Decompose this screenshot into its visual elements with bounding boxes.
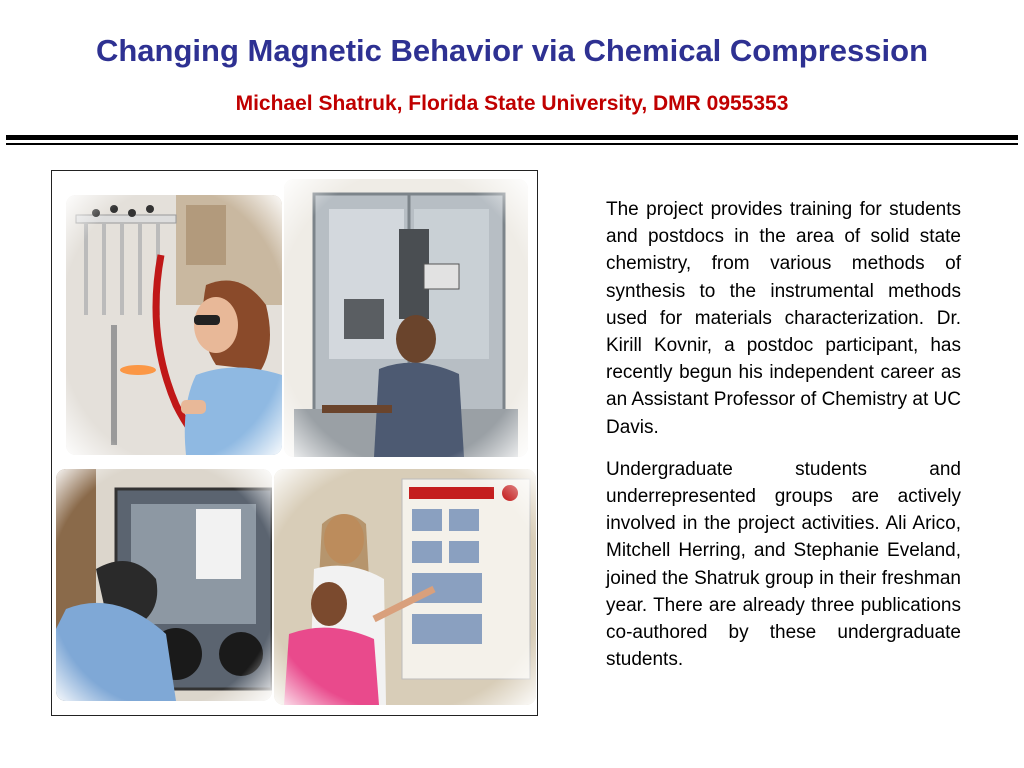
photo-glassblowing [66, 195, 282, 455]
photo-poster [274, 469, 536, 705]
page-subtitle: Michael Shatruk, Florida State University, DMR 0955353 [235, 92, 789, 115]
header-divider-thick [6, 135, 1018, 140]
photo-diffractometer [284, 179, 528, 457]
photo-collage [51, 170, 538, 716]
body-text [606, 196, 961, 688]
paragraph-training: The project provides training for students and postdocs in the area of solid state chemistry, from various methods of synthesis to the instrumental methods used for materials characterization. Dr. Kirill Kovnir, a postdoc participant, has recently begun his independent career as an Assistant Professor of Chemistry at UC Davis. [606, 199, 961, 438]
photo-icon [284, 179, 528, 457]
photo-icon [56, 469, 272, 701]
page-title: Changing Magnetic Behavior via Chemical Compression [95, 33, 929, 68]
photo-icon [274, 469, 536, 705]
photo-icon [66, 195, 282, 455]
header-divider-thin [6, 143, 1018, 145]
photo-glovebox [56, 469, 272, 701]
paragraph-undergraduates: Undergraduate students and underrepresented groups are actively involved in the project activities. Ali Arico, Mitchell Herring, and Stephanie Eveland, joined the Shatruk group in their freshman year. There are already three publications co-authored by these undergraduate students. [606, 458, 961, 671]
